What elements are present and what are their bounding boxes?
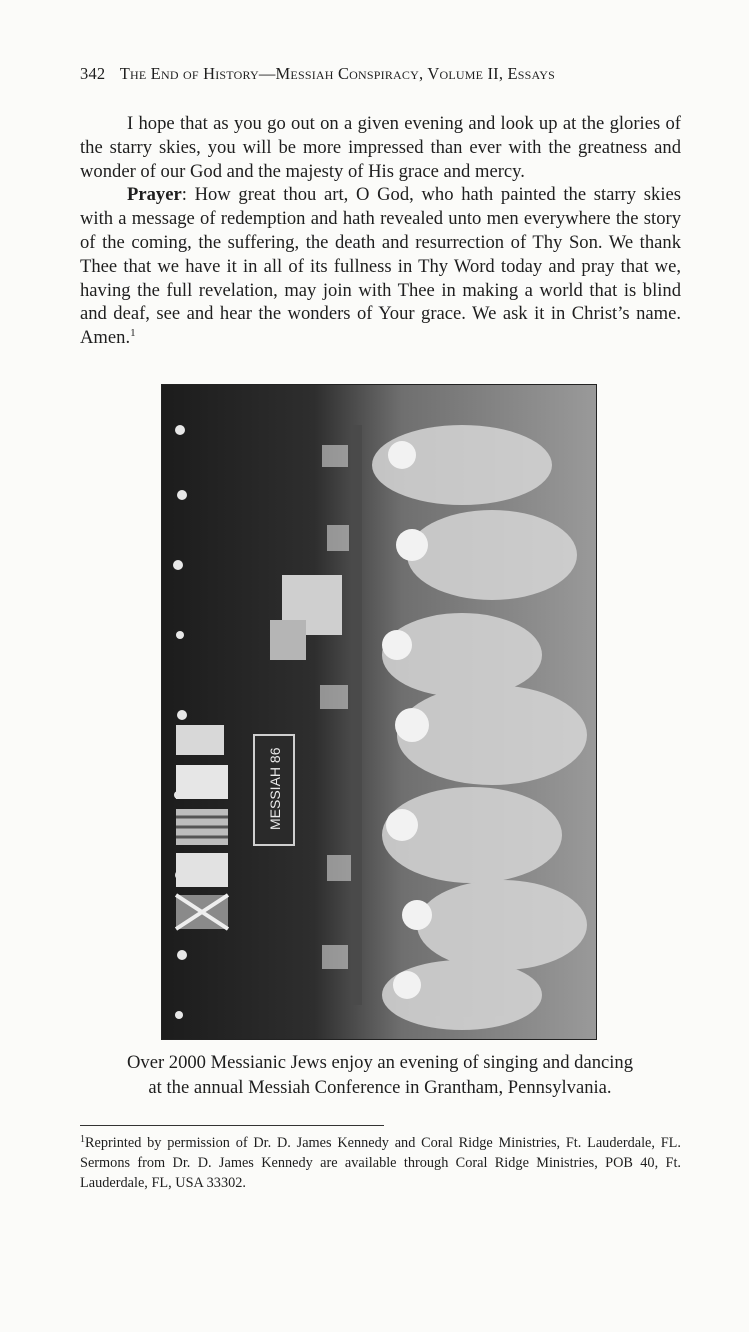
- footnote-divider: [80, 1125, 384, 1126]
- footnote-reference: 1: [130, 327, 136, 340]
- running-header: [80, 64, 680, 84]
- footnote-text: Reprinted by permission of Dr. D. James Kennedy and Coral Ridge Ministries, Ft. Lauderdale, FL. Sermons from Dr. D. James Kennedy are available through Coral Ridge Ministries, POB 40, Ft. Lauderdale, FL, USA 33302.: [80, 1135, 681, 1191]
- paragraph-prayer: [80, 183, 681, 350]
- photo-illustration: [162, 385, 597, 1040]
- caption-line-2: at the annual Messiah Conference in Grantham, Pennsylvania.: [148, 1077, 612, 1098]
- photo-caption: [60, 1050, 700, 1100]
- prayer-text: : How great thou art, O God, who hath painted the starry skies with a message of redemption and hath revealed unto men everywhere the story of the coming, the suffering, the death and resurrection of Thy Son. We thank Thee that we have it in all of its fullness in Thy Word today and pray that we, having the full revelation, may join with Thee in making a world that is blind and deaf, see and hear the wonders of Your grace. We ask it in Christ’s name. Amen.: [80, 184, 681, 349]
- prayer-label: Prayer: [127, 184, 182, 206]
- paragraph-closing: I hope that as you go out on a given evening and look up at the glories of the starry skies, you will be more impressed than ever with the greatness and wonder of our God and the majesty of His grace and mercy.: [80, 113, 681, 182]
- footnote: [80, 1133, 681, 1193]
- page-number: 342: [80, 64, 106, 83]
- footnote-number: 1: [80, 1134, 85, 1145]
- body-text: [80, 112, 681, 350]
- running-title: The End of History—Messiah Conspiracy, Volume II, Essays: [119, 64, 556, 83]
- banner-text: MESSIAH 86: [267, 747, 283, 830]
- conference-photo: [161, 384, 597, 1040]
- caption-line-1: Over 2000 Messianic Jews enjoy an evening of singing and dancing: [126, 1052, 634, 1073]
